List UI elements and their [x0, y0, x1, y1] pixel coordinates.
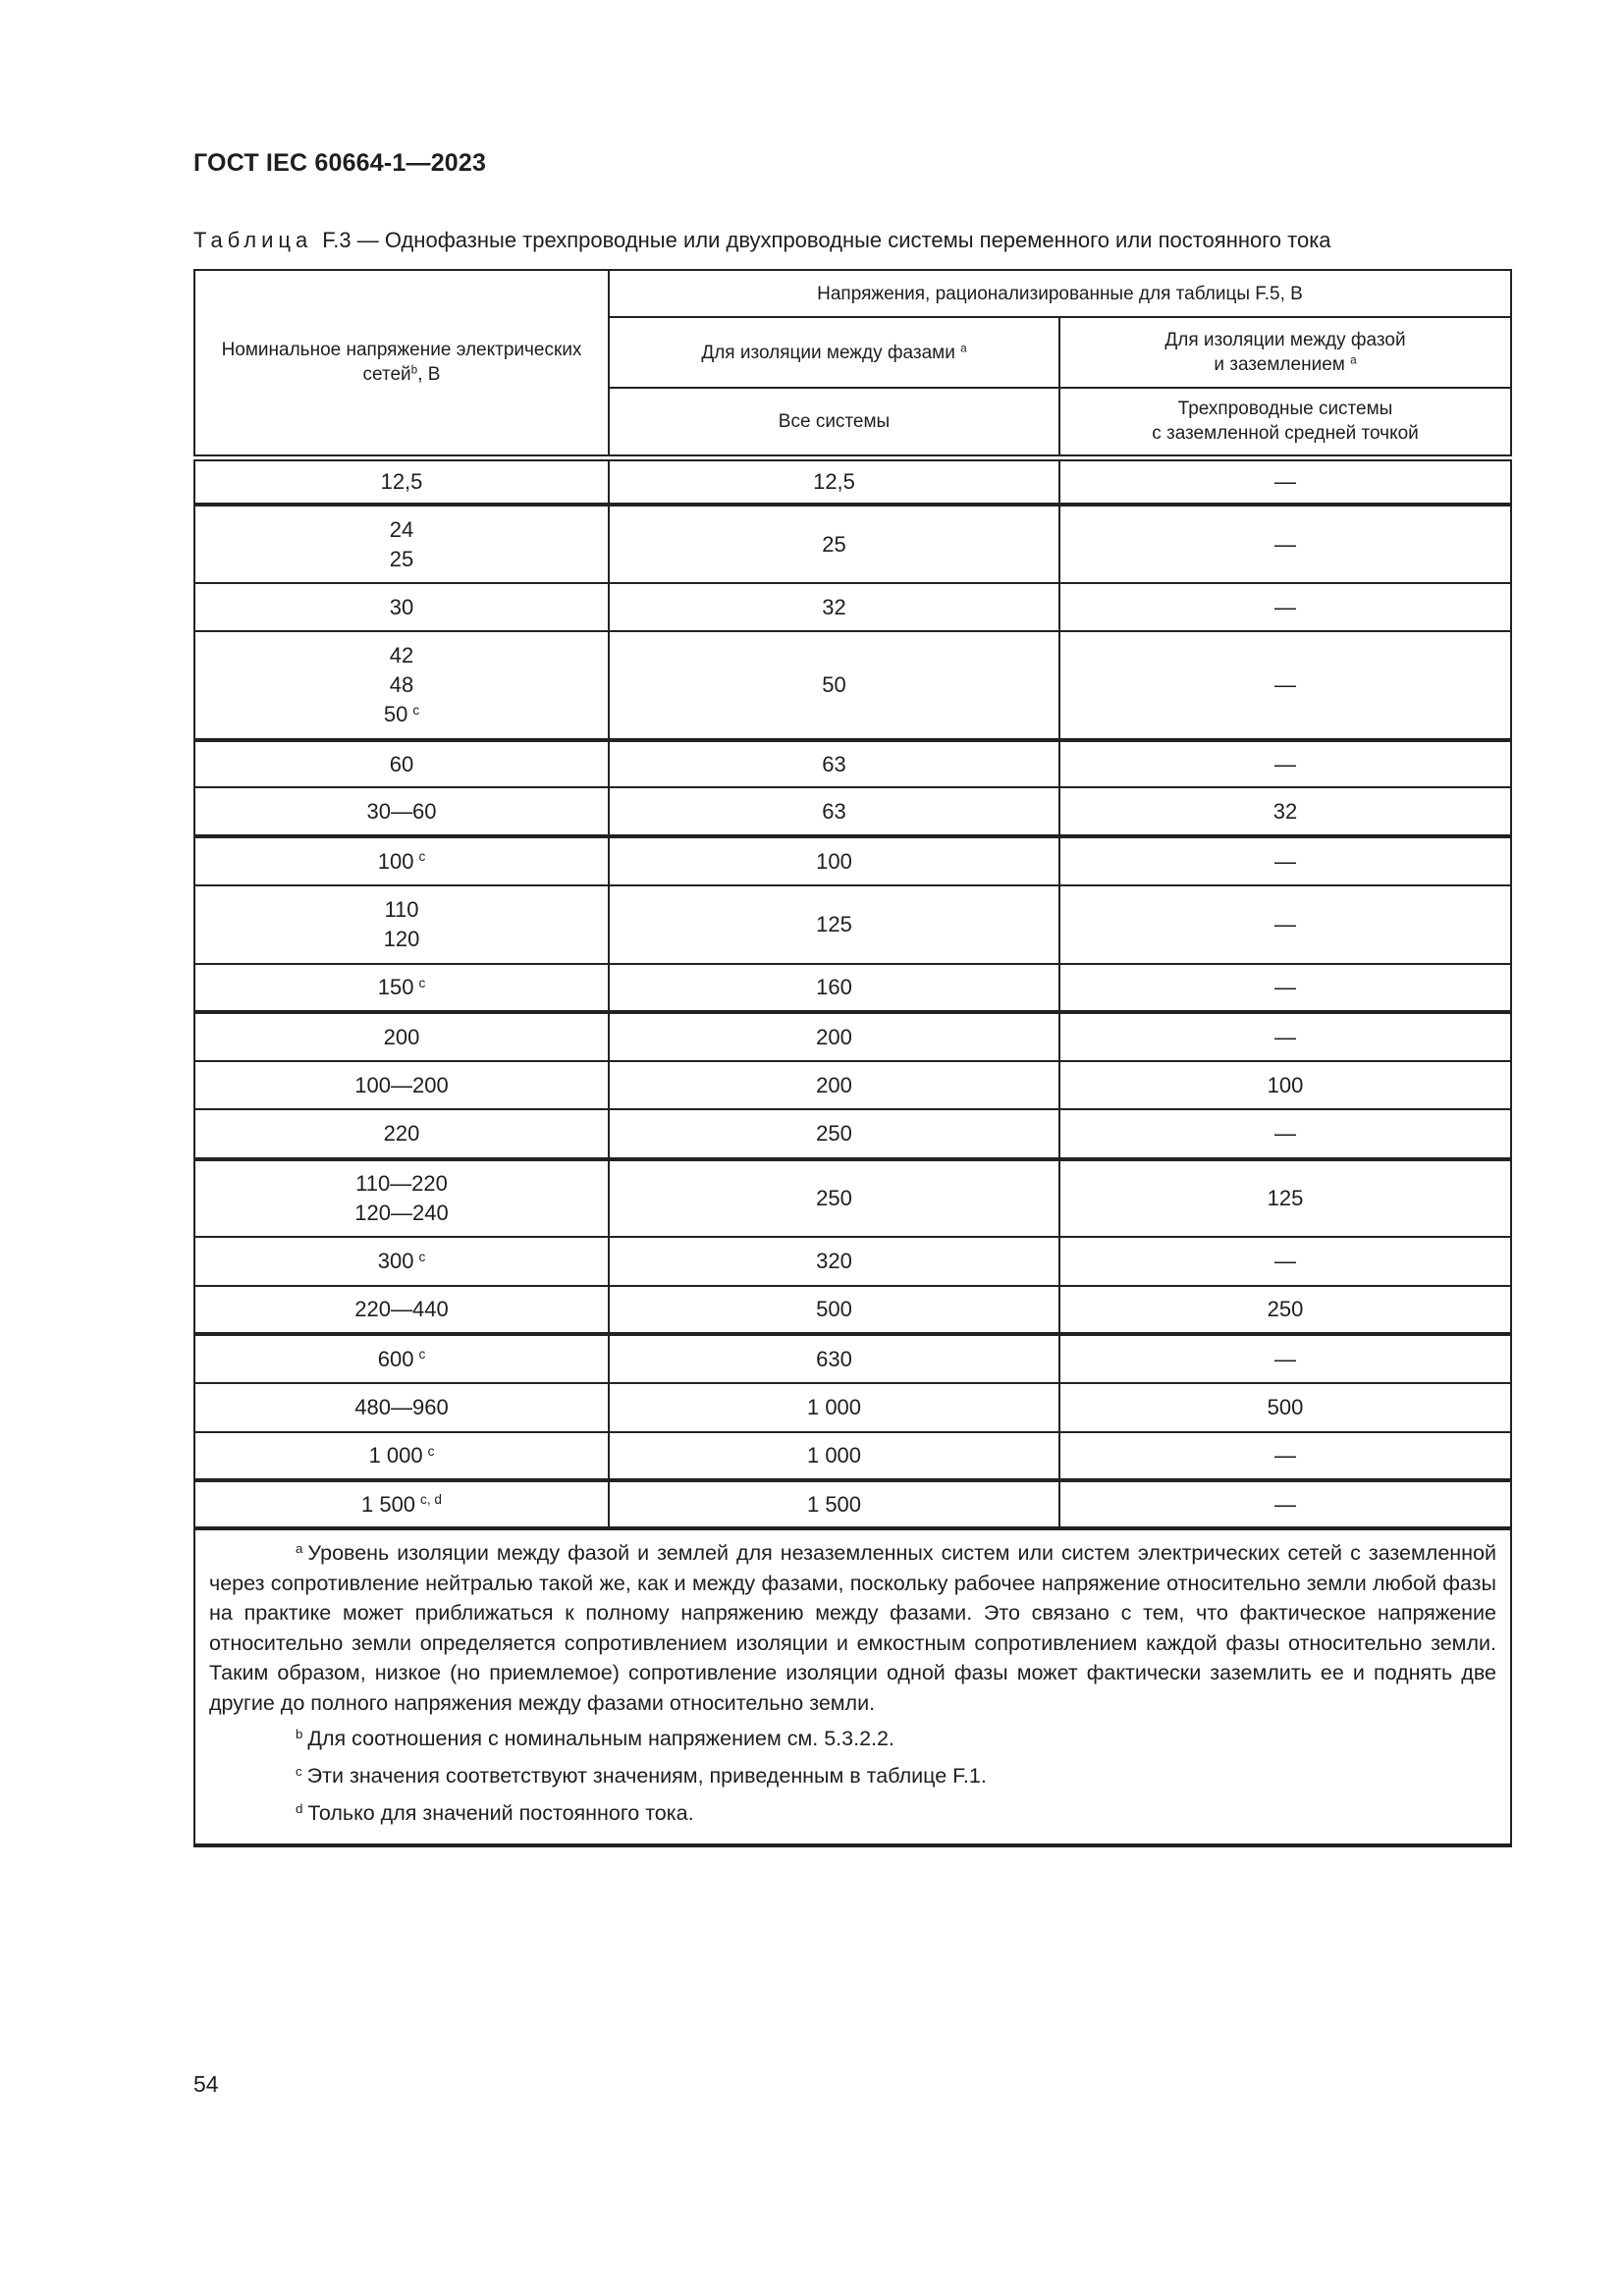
nominal-voltage-value: 1 000 — [368, 1443, 423, 1468]
header-nominal-voltage-text: Номинальное напряжение электрических сетей — [221, 340, 582, 386]
cell-nominal-voltage — [194, 1480, 609, 1528]
cell-phase-to-phase: 100 — [609, 836, 1059, 885]
header-phase-to-earth-line1: Для изоляции между фазой — [1164, 330, 1406, 350]
header-phase-to-phase — [609, 317, 1059, 388]
footnote-text: Уровень изоляции между фазой и землей для незаземленных систем или систем электрических сетей с заземленной через сопротивление нейтралью такой же, как и между фазами, поскольку рабочее напряжение относительно земли любой фазы на практике может приближаться к полному напряжению между фазами. Это связано с тем, что фактическое напряжение относительно земли определяется сопротивлением изоляции и емкостным сопротивлением каждой фазы относительно земли. Таким образом, низкое (но приемлемое) сопротивление изоляции одной фазы может фактически заземлить ее и поднять две другие до полного напряжения между фазами относительно земли. — [209, 1541, 1496, 1715]
table-row — [194, 1061, 1511, 1109]
footnote-ref-b: b — [410, 363, 418, 377]
cell-phase-to-earth: — — [1059, 964, 1511, 1012]
cell-nominal-voltage — [194, 1237, 609, 1286]
nominal-voltage-value: 120—240 — [354, 1201, 449, 1225]
cell-phase-to-phase: 320 — [609, 1237, 1059, 1286]
nominal-voltage-value: 220—440 — [354, 1297, 449, 1321]
nominal-voltage-value: 100—200 — [354, 1072, 449, 1097]
table-row — [194, 1159, 1511, 1237]
cell-phase-to-phase: 200 — [609, 1061, 1059, 1109]
nominal-voltage-value: 110—220 — [355, 1171, 448, 1196]
footnote-text: Только для значений постоянного тока. — [307, 1801, 694, 1825]
header-phase-to-earth — [1059, 317, 1511, 388]
cell-nominal-voltage — [194, 1432, 609, 1480]
nominal-voltage-value: 300 — [377, 1249, 414, 1273]
footnote-ref: c — [418, 975, 426, 990]
cell-phase-to-phase: 250 — [609, 1109, 1059, 1159]
cell-phase-to-phase: 500 — [609, 1286, 1059, 1334]
cell-phase-to-earth: — — [1059, 505, 1511, 583]
cell-phase-to-earth: 125 — [1059, 1159, 1511, 1237]
cell-phase-to-phase: 1 500 — [609, 1480, 1059, 1528]
footnote-ref: c, d — [420, 1492, 443, 1507]
table-row — [194, 964, 1511, 1012]
cell-phase-to-earth: — — [1059, 1480, 1511, 1528]
cell-phase-to-earth: — — [1059, 583, 1511, 631]
table-row — [194, 1334, 1511, 1383]
cell-phase-to-phase: 1 000 — [609, 1432, 1059, 1480]
cell-nominal-voltage — [194, 1334, 609, 1383]
nominal-voltage-value: 30—60 — [366, 798, 437, 824]
nominal-voltage-value: 480—960 — [354, 1395, 449, 1419]
cell-nominal-voltage — [194, 457, 609, 505]
nominal-voltage-value: 220 — [383, 1121, 420, 1146]
cell-nominal-voltage — [194, 1286, 609, 1334]
footnote-mark: d — [296, 1800, 303, 1816]
table-row — [194, 787, 1511, 836]
cell-phase-to-earth: — — [1059, 1432, 1511, 1480]
cell-phase-to-phase: 250 — [609, 1159, 1059, 1237]
footnote-ref: c — [418, 1249, 426, 1264]
footnote-mark: a — [296, 1540, 303, 1556]
cell-nominal-voltage — [194, 1159, 609, 1237]
footnote-b — [209, 1722, 1496, 1755]
footnote-ref: c — [418, 1347, 426, 1362]
header-three-wire-systems — [1059, 388, 1511, 457]
cell-nominal-voltage — [194, 1109, 609, 1159]
footnote-a — [209, 1538, 1496, 1718]
cell-nominal-voltage — [194, 1061, 609, 1109]
table-row — [194, 740, 1511, 787]
footnote-ref-a: a — [960, 342, 967, 355]
nominal-voltage-value: 30 — [389, 594, 414, 619]
cell-nominal-voltage — [194, 1012, 609, 1061]
nominal-voltage-value: 600 — [377, 1346, 414, 1371]
cell-phase-to-phase: 630 — [609, 1334, 1059, 1383]
cell-phase-to-earth: — — [1059, 631, 1511, 740]
footnote-c — [209, 1759, 1496, 1792]
cell-phase-to-phase: 1 000 — [609, 1383, 1059, 1432]
table-row — [194, 1480, 1511, 1528]
cell-phase-to-earth: — — [1059, 1109, 1511, 1159]
document-header-title: ГОСТ IEC 60664-1—2023 — [193, 149, 487, 177]
table-caption — [193, 228, 1331, 253]
footnote-mark: b — [296, 1726, 303, 1741]
table-row — [194, 1012, 1511, 1061]
nominal-voltage-value: 24 — [389, 516, 414, 542]
footnote-ref: c — [412, 702, 420, 718]
table-row — [194, 457, 1511, 505]
table-row — [194, 583, 1511, 631]
cell-phase-to-earth: — — [1059, 836, 1511, 885]
table-row — [194, 1109, 1511, 1159]
table-row — [194, 1286, 1511, 1334]
footnote-text: Для соотношения с номинальным напряжением см. 5.3.2.2. — [307, 1727, 894, 1750]
table-row — [194, 505, 1511, 583]
nominal-voltage-value: 150 — [377, 975, 414, 999]
cell-phase-to-phase: 50 — [609, 631, 1059, 740]
nominal-voltage-value: 110 — [384, 897, 419, 922]
nominal-voltage-value: 60 — [389, 751, 414, 776]
nominal-voltage-value: 50 — [383, 702, 408, 726]
voltage-table — [193, 269, 1512, 1847]
cell-nominal-voltage — [194, 740, 609, 787]
header-all-systems: Все системы — [609, 388, 1059, 457]
table-caption-text: F.3 — Однофазные трехпроводные или двухпроводные системы переменного или постоянного тока — [322, 228, 1331, 252]
cell-phase-to-phase: 160 — [609, 964, 1059, 1012]
header-nominal-voltage — [194, 270, 609, 457]
nominal-voltage-value: 48 — [389, 672, 414, 697]
cell-phase-to-phase: 200 — [609, 1012, 1059, 1061]
cell-phase-to-phase: 125 — [609, 885, 1059, 964]
footnote-mark: c — [296, 1763, 302, 1779]
table-row — [194, 885, 1511, 964]
nominal-voltage-value: 120 — [383, 927, 420, 951]
cell-nominal-voltage — [194, 583, 609, 631]
footnote-ref: c — [418, 849, 426, 864]
header-nominal-voltage-unit: , В — [417, 364, 441, 386]
cell-nominal-voltage — [194, 1383, 609, 1432]
cell-phase-to-earth: 32 — [1059, 787, 1511, 836]
cell-nominal-voltage — [194, 836, 609, 885]
cell-phase-to-phase: 63 — [609, 740, 1059, 787]
table-row — [194, 1432, 1511, 1480]
nominal-voltage-value: 12,5 — [380, 468, 423, 494]
footnote-ref: c — [427, 1443, 435, 1459]
table-row — [194, 1383, 1511, 1432]
cell-nominal-voltage — [194, 505, 609, 583]
cell-phase-to-earth: — — [1059, 1012, 1511, 1061]
nominal-voltage-value: 25 — [389, 546, 414, 571]
cell-phase-to-phase: 25 — [609, 505, 1059, 583]
header-three-wire-line1: Трехпроводные системы — [1177, 399, 1393, 420]
header-row-1 — [194, 270, 1511, 317]
cell-phase-to-earth: — — [1059, 885, 1511, 964]
footnote-d — [209, 1796, 1496, 1830]
cell-phase-to-earth: — — [1059, 1334, 1511, 1383]
cell-phase-to-earth: — — [1059, 740, 1511, 787]
cell-nominal-voltage — [194, 787, 609, 836]
table-row — [194, 836, 1511, 885]
footnotes-row — [194, 1528, 1511, 1845]
cell-phase-to-earth: 250 — [1059, 1286, 1511, 1334]
cell-phase-to-phase: 32 — [609, 583, 1059, 631]
header-rationalized-voltages: Напряжения, рационализированные для таблицы F.5, В — [609, 270, 1511, 317]
cell-nominal-voltage — [194, 631, 609, 740]
header-three-wire-line2: с заземленной средней точкой — [1152, 423, 1419, 445]
table-caption-label: Таблица — [193, 228, 313, 252]
table-row — [194, 631, 1511, 740]
nominal-voltage-value: 1 500 — [360, 1491, 416, 1517]
cell-nominal-voltage — [194, 964, 609, 1012]
cell-phase-to-phase: 12,5 — [609, 457, 1059, 505]
cell-phase-to-phase: 63 — [609, 787, 1059, 836]
table-footnotes — [194, 1528, 1511, 1845]
footnote-ref-a: a — [1350, 353, 1357, 367]
cell-phase-to-earth: — — [1059, 1237, 1511, 1286]
header-phase-to-phase-text: Для изоляции между фазами — [701, 342, 955, 363]
cell-phase-to-earth: — — [1059, 457, 1511, 505]
nominal-voltage-value: 42 — [389, 643, 414, 667]
cell-phase-to-earth: 100 — [1059, 1061, 1511, 1109]
page-number: 54 — [193, 2071, 219, 2097]
header-phase-to-earth-line2: и заземлением — [1214, 354, 1345, 375]
table-row — [194, 1237, 1511, 1286]
cell-phase-to-earth: 500 — [1059, 1383, 1511, 1432]
footnote-text: Эти значения соответствуют значениям, приведенным в таблице F.1. — [306, 1764, 987, 1788]
nominal-voltage-value: 100 — [377, 848, 414, 874]
nominal-voltage-value: 200 — [383, 1024, 420, 1049]
cell-nominal-voltage — [194, 885, 609, 964]
